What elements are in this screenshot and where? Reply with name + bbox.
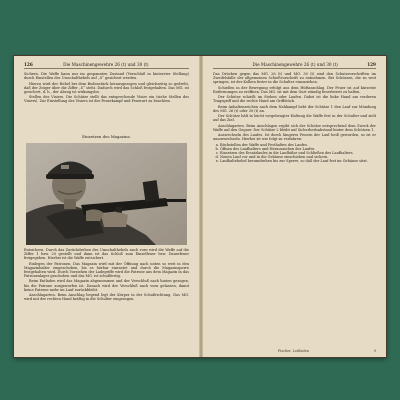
list-item: b. Öffnen des Laufhalters und Herausziehen des Laufes. — [220, 147, 376, 151]
paragraph: Schießen in der Bewegung erfolgt aus dem Hüftanschlag. Der Feuer ist auf kürzeste Entfernungen zu eröffnen. Das MG. ist mit dem Gurt ständig feuerbereit zu halten. — [213, 85, 376, 94]
paragraph-sichern: Sichern. Die Waffe kann nur im gespannten Zustand (Verschluß in hinterster Stellung) durch Einstellen des Umschalthebels auf „S“ gesichert werden. — [24, 72, 189, 81]
right-page-number: 129 — [367, 62, 376, 67]
paragraph: Der Schütze schießt im Stehen oder Laufen. Dabei ist die linke Hand am vorderen Tragegriff und die rechte Hand am Griffstück. — [213, 95, 376, 104]
footer-publisher: Fischer, Leitfaden — [277, 349, 309, 353]
paragraph-entsichern: Entsichern. Durch das Zurückdrehen des Umschalthebels nach vorn wird die Waffe auf die Ziffer 1 bzw. 20 gestellt und dann ist das Schloß zum Einzelfeuer bzw. Dauerfeuer freigegeben. Hierbei ist die Waffe entsichert. — [24, 248, 189, 261]
left-bottom-text — [24, 248, 189, 348]
left-page-number: 126 — [24, 62, 33, 67]
list-item: d. Neuen Lauf vor und in die Gehäuse einschieben und sichern. — [220, 155, 376, 159]
list-item: c. Einsetzen des Ersatzlaufes in die Laufhülse und Schließen des Laufhalters. — [220, 151, 376, 155]
right-page-header — [213, 62, 376, 69]
paragraph-einlegen: Einlegen der Patronen. Das Magazin wird mit der Öffnung nach unten so weit in den Magazinhalter eingeschoben, bis es hörbar einrastet und durch die Magazinsperre festgehalten wird. Durch Vorziehen der Ladegriffe wird die Patrone aus dem Magazin in das Patronenlager geschoben und das MG. ist schußfertig. — [24, 261, 189, 279]
paragraph: Anschlagarten. Beim Anschlagen ergibt sich der Schütze entsprechend dem Zweck der Waffe auf den Gegner. Der Schütze 2 bleibt auf Sicherheitsabstand hinter dem Schützen 1. — [213, 123, 376, 132]
list-item: a. Rückstellen der Waffe und Festhalten des Laufes. — [220, 143, 376, 147]
footer-signature-number: 9 — [373, 349, 376, 353]
right-body-text — [213, 72, 376, 342]
soldier-photograph — [26, 143, 187, 245]
figure-caption: Einsetzen des Magazins. — [82, 134, 131, 139]
right-running-head: Die Maschinengewehre 26 (t) und 30 (t) — [252, 62, 338, 67]
soldier-with-machine-gun-illustration — [26, 143, 187, 245]
barrel-change-steps — [213, 143, 376, 164]
paragraph-entladen: Beim Entladen wird das Magazin abgenommen und der Verschluß nach hinten gezogen, bis die Patrone ausgeworfen ist. Danach wird der Verschluß nach vorn gelassen, damit keine Patrone mehr im Lauf zurückbleibt. — [24, 279, 189, 292]
paragraph: Beim Anhaltenzeichen nach dem Nahkampf hebt der Schütze 1 den Lauf zur Mündung des MG. 26 (t) oder 30 (t) an. — [213, 104, 376, 113]
paragraph: Auswechseln des Laufes. Ist durch längeres Feuern der Lauf heiß geworden, so ist er auszuwechseln. Hierbei ist wie folgt zu verfahren: — [213, 133, 376, 142]
right-page — [203, 56, 386, 357]
paragraph-visier: Stellen des Visiers. Die Schütze stellt das entsprechende Visier ein (siehe Stellen des Visiers). Zur Einstellung des Visiers ist der Feuerkampf und Feuerart zu beachten. — [24, 95, 189, 104]
paragraph-anschlagarten: Anschlagarten. Beim Anschlag liegend legt der Körper in der Schußrichtung. Das MG. wird mit der rechten Hand kräftig in die Schulter eingezogen. — [24, 293, 189, 302]
right-page-footer — [213, 349, 376, 353]
paragraph-hebel: Hierzu wird der Hebel bei dem Bodenstück herausgezogen und gleichzeitig so gedreht, daß der Zeiger über die Ziffer „S“ steht. Dadurch wird das Schloß festgehalten. Das MG. ist gesichert, d. h., der Abzug ist wirkungslos. — [24, 81, 189, 94]
left-page — [14, 56, 199, 357]
paragraph: Das Drücken gegen das MG. 26 (t) und MG. 30 (t) sind den Schutzvorschriften im Zweifelsfalle der allgemeinen Schießvorschrift zu entnehmen. Bei Schüssen, die zu weit springen, ist der Kolben fester in die Schulter einzuziehen. — [213, 72, 376, 85]
paragraph: Der Schütze hält in leicht vorgebeugter Haltung die Waffe fest in der Schulter und zielt auf das Ziel. — [213, 114, 376, 123]
left-top-text — [24, 72, 189, 132]
list-item: e. Laufhaltehebel herumdrehen bis zur Sperre, so daß der Lauf fest im Gehäuse sitzt. — [220, 159, 376, 163]
left-page-header — [24, 62, 189, 69]
left-running-head: Die Maschinengewehre 26 (t) und 30 (t) — [63, 62, 149, 67]
open-book-spread — [14, 56, 386, 357]
